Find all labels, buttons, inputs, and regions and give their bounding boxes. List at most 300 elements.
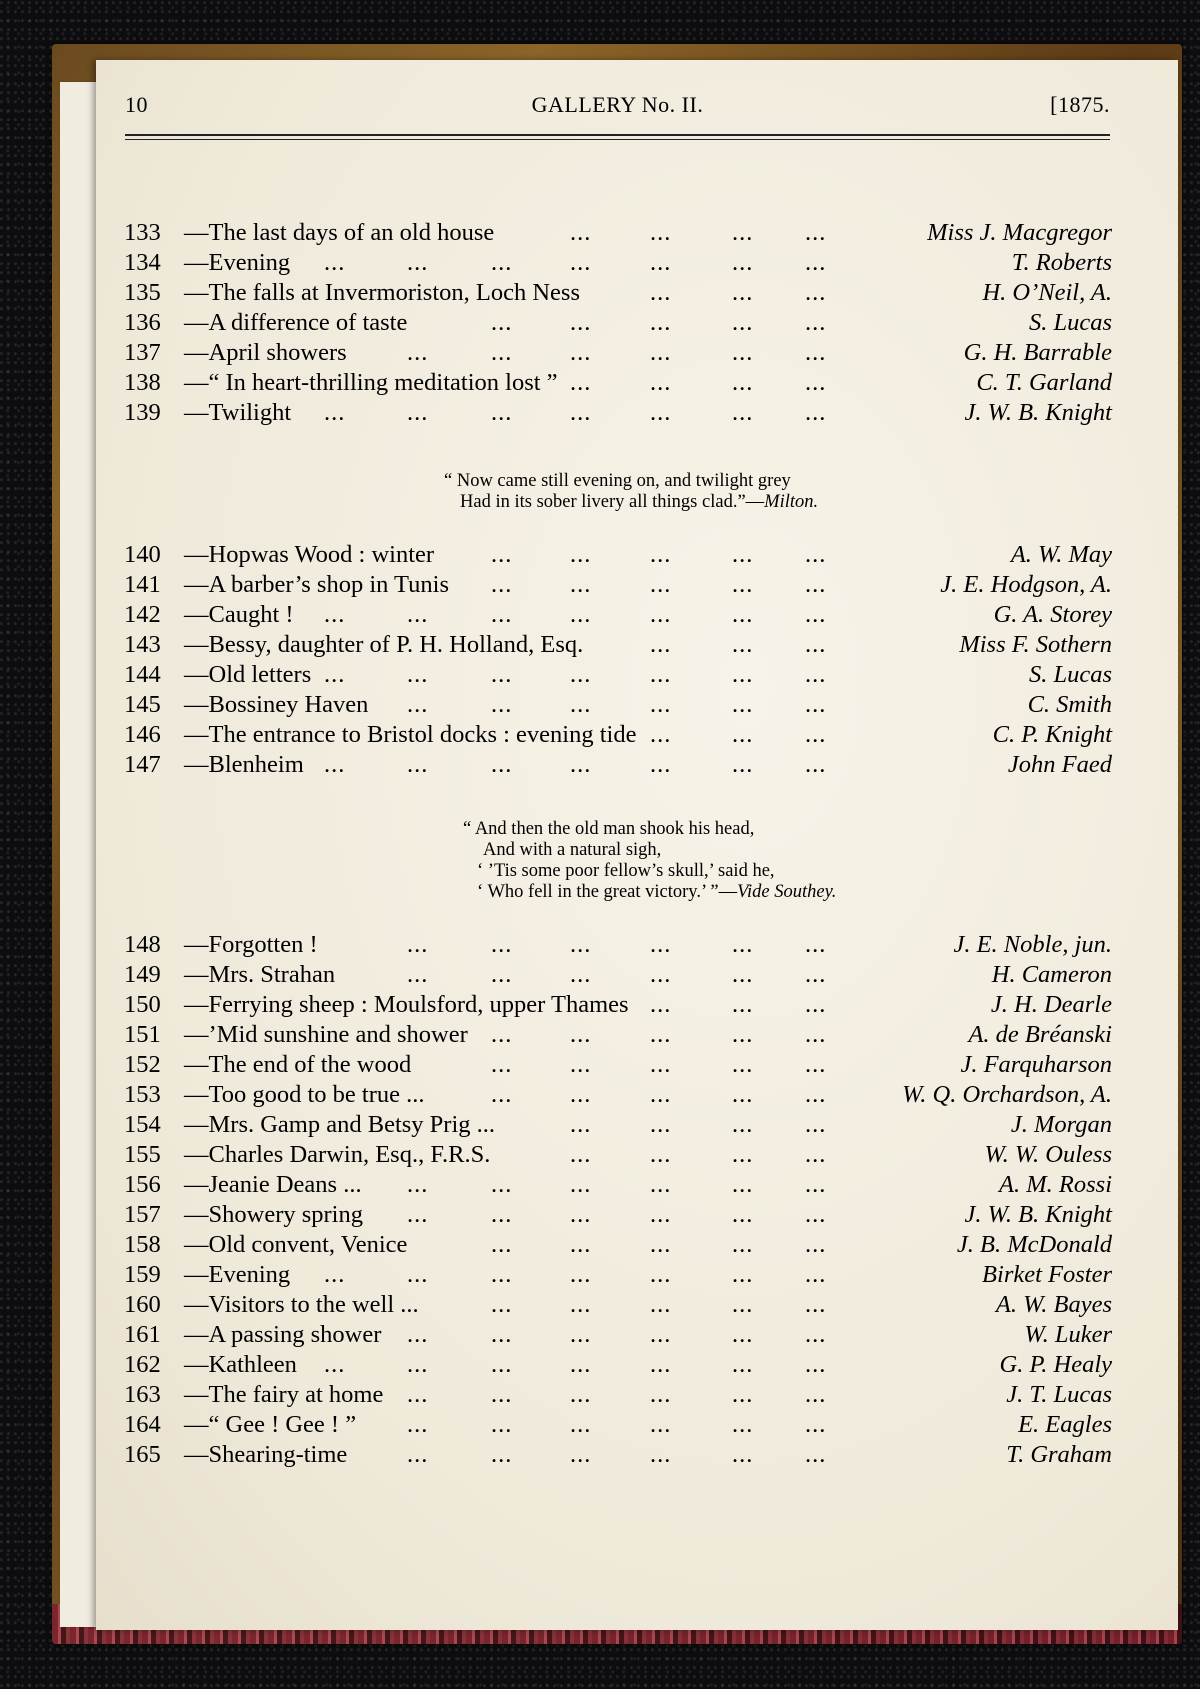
leader-dot: ... [570, 1381, 592, 1408]
entry-number: 152 [124, 1051, 161, 1078]
leader-dot: ... [570, 249, 592, 276]
leader-dot: ... [805, 219, 827, 246]
leader-dot: ... [650, 751, 672, 778]
entry-artist: T. Graham [1006, 1441, 1112, 1468]
catalogue-entry [124, 368, 1112, 398]
epigraph-milton [444, 471, 818, 513]
leader-dot: ... [805, 1321, 827, 1348]
leader-dot: ... [407, 691, 429, 718]
catalogue-entry [124, 930, 1112, 960]
entry-artist: J. W. B. Knight [964, 399, 1112, 426]
catalogue-entry [124, 1020, 1112, 1050]
entry-number: 156 [124, 1171, 161, 1198]
leader-dot: ... [491, 1291, 513, 1318]
leader-dot: ... [732, 1441, 754, 1468]
entry-number: 149 [124, 961, 161, 988]
leader-dot: ... [324, 661, 346, 688]
leader-dot: ... [491, 1411, 513, 1438]
leader-dot: ... [324, 601, 346, 628]
leader-dot: ... [650, 1051, 672, 1078]
entry-number: 143 [124, 631, 161, 658]
entry-list-1 [124, 218, 1112, 428]
leader-dot: ... [570, 1291, 592, 1318]
leader-dot: ... [407, 1381, 429, 1408]
catalogue-entry [124, 1200, 1112, 1230]
leader-dot: ... [570, 1231, 592, 1258]
leader-dot: ... [491, 1351, 513, 1378]
leader-dot: ... [650, 1291, 672, 1318]
entry-title: —Mrs. Strahan [184, 961, 336, 988]
leader-dot: ... [570, 541, 592, 568]
catalogue-entry [124, 1110, 1112, 1140]
leader-dot: ... [805, 1381, 827, 1408]
page-title: GALLERY No. II. [531, 92, 704, 117]
catalogue-entry [124, 1230, 1112, 1260]
entry-artist: John Faed [1007, 751, 1112, 778]
leader-dot: ... [324, 1261, 346, 1288]
leader-dot: ... [650, 369, 672, 396]
leader-dot: ... [732, 661, 754, 688]
running-header [125, 92, 1110, 126]
entry-number: 163 [124, 1381, 161, 1408]
leader-dot: ... [570, 751, 592, 778]
entry-number: 157 [124, 1201, 161, 1228]
catalogue-entry [124, 1050, 1112, 1080]
leader-dot: ... [650, 1411, 672, 1438]
entry-title: —Twilight [184, 399, 292, 426]
entry-artist: C. P. Knight [992, 721, 1112, 748]
leader-dot: ... [805, 1441, 827, 1468]
leader-dot: ... [407, 601, 429, 628]
leader-dot: ... [491, 1261, 513, 1288]
leader-dot: ... [732, 249, 754, 276]
entry-number: 160 [124, 1291, 161, 1318]
catalogue-entry [124, 338, 1112, 368]
entry-number: 139 [124, 399, 161, 426]
leader-dot: ... [491, 661, 513, 688]
leader-dot: ... [570, 961, 592, 988]
leader-dot: ... [732, 1381, 754, 1408]
entry-number: 136 [124, 309, 161, 336]
leader-dot: ... [650, 1081, 672, 1108]
leader-dot: ... [407, 249, 429, 276]
entry-number: 150 [124, 991, 161, 1018]
leader-dot: ... [491, 691, 513, 718]
leader-dot: ... [491, 1201, 513, 1228]
entry-artist: Birket Foster [982, 1261, 1112, 1288]
leader-dot: ... [570, 601, 592, 628]
leader-dot: ... [650, 571, 672, 598]
entry-title: —Old letters [184, 661, 312, 688]
leader-dot: ... [570, 1261, 592, 1288]
leader-dot: ... [732, 219, 754, 246]
leader-dot: ... [570, 1171, 592, 1198]
leader-dot: ... [570, 691, 592, 718]
leader-dot: ... [407, 1411, 429, 1438]
entry-title: —“ In heart-thrilling meditation lost ” [184, 369, 558, 396]
quote-line: “ And then the old man shook his head, [463, 819, 755, 839]
leader-dot: ... [805, 309, 827, 336]
entry-artist: G. A. Storey [993, 601, 1112, 628]
entry-number: 165 [124, 1441, 161, 1468]
leader-dot: ... [491, 571, 513, 598]
page-year: [1875. [1050, 92, 1110, 117]
leader-dot: ... [491, 751, 513, 778]
entry-title: —Old convent, Venice [184, 1231, 408, 1258]
leader-dot: ... [805, 931, 827, 958]
leader-dot: ... [650, 1171, 672, 1198]
leader-dot: ... [407, 1351, 429, 1378]
catalogue-entry [124, 690, 1112, 720]
leader-dot: ... [732, 279, 754, 306]
entry-artist: E. Eagles [1018, 1411, 1112, 1438]
entry-number: 134 [124, 249, 161, 276]
leader-dot: ... [805, 399, 827, 426]
entry-artist: A. W. May [1010, 541, 1112, 568]
entry-artist: H. Cameron [991, 961, 1112, 988]
leader-dot: ... [570, 931, 592, 958]
leader-dot: ... [805, 571, 827, 598]
leader-dot: ... [570, 1411, 592, 1438]
quote-attribution: Milton. [764, 492, 819, 512]
catalogue-entry [124, 1140, 1112, 1170]
catalogue-entry [124, 1440, 1112, 1470]
leader-dot: ... [491, 309, 513, 336]
entry-number: 140 [124, 541, 161, 568]
leader-dot: ... [732, 931, 754, 958]
leader-dot: ... [491, 1171, 513, 1198]
leader-dot: ... [570, 399, 592, 426]
leader-dot: ... [805, 691, 827, 718]
leader-dot: ... [805, 1261, 827, 1288]
entry-artist: J. B. McDonald [956, 1231, 1112, 1258]
entry-artist: A. W. Bayes [995, 1291, 1112, 1318]
leader-dot: ... [570, 1201, 592, 1228]
entry-title: —“ Gee ! Gee ! ” [184, 1411, 357, 1438]
leader-dot: ... [570, 1351, 592, 1378]
catalogue-entry [124, 990, 1112, 1020]
entry-number: 158 [124, 1231, 161, 1258]
leader-dot: ... [650, 1231, 672, 1258]
entry-title: —A barber’s shop in Tunis [184, 571, 450, 598]
leader-dot: ... [570, 1321, 592, 1348]
entry-number: 133 [124, 219, 161, 246]
entry-artist: Miss F. Sothern [959, 631, 1112, 658]
leader-dot: ... [805, 991, 827, 1018]
leader-dot: ... [491, 1021, 513, 1048]
entry-list-3 [124, 930, 1112, 1470]
entry-number: 137 [124, 339, 161, 366]
entry-title: —Shearing-time [184, 1441, 348, 1468]
leader-dot: ... [805, 661, 827, 688]
leader-dot: ... [732, 1351, 754, 1378]
leader-dot: ... [805, 721, 827, 748]
leader-dot: ... [805, 1351, 827, 1378]
leader-dot: ... [732, 369, 754, 396]
entry-title: —April showers [184, 339, 347, 366]
entry-number: 151 [124, 1021, 161, 1048]
entry-title: —Blenheim [184, 751, 304, 778]
entry-title: —Too good to be true ... [184, 1081, 425, 1108]
catalogue-entry [124, 750, 1112, 780]
leader-dot: ... [650, 339, 672, 366]
leader-dot: ... [732, 1291, 754, 1318]
entry-title: —Ferrying sheep : Moulsford, upper Thames [184, 991, 629, 1018]
leader-dot: ... [570, 309, 592, 336]
leader-dot: ... [650, 1261, 672, 1288]
quote-line: ‘ ’Tis some poor fellow’s skull,’ said he, [477, 861, 775, 881]
entry-title: —Evening [184, 1261, 291, 1288]
leader-dot: ... [732, 1081, 754, 1108]
leader-dot: ... [491, 249, 513, 276]
entry-number: 147 [124, 751, 161, 778]
leader-dot: ... [732, 309, 754, 336]
leader-dot: ... [805, 1201, 827, 1228]
catalogue-entry [124, 248, 1112, 278]
leader-dot: ... [732, 399, 754, 426]
entry-artist: C. Smith [1027, 691, 1112, 718]
entry-title: —Hopwas Wood : winter [184, 541, 435, 568]
catalogue-entry [124, 1080, 1112, 1110]
entry-number: 155 [124, 1141, 161, 1168]
entry-title: —The last days of an old house [184, 219, 495, 246]
leader-dot: ... [491, 1381, 513, 1408]
entry-title: —Visitors to the well ... [184, 1291, 419, 1318]
leader-dot: ... [324, 1351, 346, 1378]
entry-title: —Mrs. Gamp and Betsy Prig ... [184, 1111, 495, 1138]
leader-dot: ... [491, 399, 513, 426]
entry-number: 148 [124, 931, 161, 958]
leader-dot: ... [805, 751, 827, 778]
entry-artist: H. O’Neil, A. [982, 279, 1112, 306]
leader-dot: ... [570, 219, 592, 246]
catalogue-entry [124, 1290, 1112, 1320]
catalogue-entry [124, 1410, 1112, 1440]
leader-dot: ... [732, 541, 754, 568]
entry-title: —Showery spring [184, 1201, 363, 1228]
entry-list-2 [124, 540, 1112, 780]
entry-title: —The entrance to Bristol docks : evening tide [184, 721, 637, 748]
leader-dot: ... [732, 631, 754, 658]
entry-title: —Forgotten ! [184, 931, 318, 958]
leader-dot: ... [570, 1051, 592, 1078]
leader-dot: ... [732, 339, 754, 366]
catalogue-entry [124, 1380, 1112, 1410]
leader-dot: ... [650, 541, 672, 568]
leader-dot: ... [650, 691, 672, 718]
leader-dot: ... [491, 1231, 513, 1258]
leader-dot: ... [805, 1141, 827, 1168]
leader-dot: ... [732, 691, 754, 718]
leader-dot: ... [805, 1081, 827, 1108]
leader-dot: ... [491, 961, 513, 988]
entry-artist: G. P. Healy [999, 1351, 1112, 1378]
catalogue-entry [124, 630, 1112, 660]
entry-title: —The fairy at home [184, 1381, 384, 1408]
entry-number: 159 [124, 1261, 161, 1288]
entry-artist: S. Lucas [1028, 661, 1112, 688]
entry-number: 145 [124, 691, 161, 718]
entry-artist: Miss J. Macgregor [927, 219, 1112, 246]
leader-dot: ... [732, 1321, 754, 1348]
leader-dot: ... [570, 1081, 592, 1108]
quote-attribution: Vide Southey. [737, 882, 837, 902]
leader-dot: ... [732, 1171, 754, 1198]
entry-artist: W. Luker [1024, 1321, 1112, 1348]
leader-dot: ... [570, 1021, 592, 1048]
entry-title: —Bossiney Haven [184, 691, 369, 718]
leader-dot: ... [805, 279, 827, 306]
catalogue-entry [124, 1260, 1112, 1290]
epigraph-southey [463, 819, 836, 903]
header-rule [125, 134, 1110, 136]
leader-dot: ... [732, 961, 754, 988]
catalogue-entry [124, 540, 1112, 570]
leader-dot: ... [324, 249, 346, 276]
entry-number: 135 [124, 279, 161, 306]
entry-number: 164 [124, 1411, 161, 1438]
leader-dot: ... [570, 1441, 592, 1468]
leader-dot: ... [407, 1171, 429, 1198]
leader-dot: ... [491, 601, 513, 628]
leader-dot: ... [805, 1231, 827, 1258]
catalogue-entry [124, 720, 1112, 750]
catalogue-entry [124, 398, 1112, 428]
leader-dot: ... [805, 1051, 827, 1078]
catalogue-entry [124, 570, 1112, 600]
entry-title: —’Mid sunshine and shower [184, 1021, 468, 1048]
entry-title: —Caught ! [184, 601, 294, 628]
leader-dot: ... [491, 1081, 513, 1108]
leader-dot: ... [805, 249, 827, 276]
entry-number: 142 [124, 601, 161, 628]
leader-dot: ... [732, 1231, 754, 1258]
entry-title: —Evening [184, 249, 291, 276]
entry-title: —A difference of taste [184, 309, 408, 336]
leader-dot: ... [732, 1021, 754, 1048]
leader-dot: ... [650, 991, 672, 1018]
leader-dot: ... [805, 1411, 827, 1438]
leader-dot: ... [407, 1261, 429, 1288]
catalogue-entry [124, 308, 1112, 338]
catalogue-entry [124, 660, 1112, 690]
leader-dot: ... [805, 369, 827, 396]
leader-dot: ... [570, 369, 592, 396]
leader-dot: ... [805, 1171, 827, 1198]
catalogue-entry [124, 1350, 1112, 1380]
entry-artist: J. Morgan [1010, 1111, 1112, 1138]
leader-dot: ... [650, 1321, 672, 1348]
leader-dot: ... [650, 931, 672, 958]
leader-dot: ... [650, 399, 672, 426]
leader-dot: ... [407, 1441, 429, 1468]
leader-dot: ... [650, 1021, 672, 1048]
leader-dot: ... [407, 1201, 429, 1228]
leader-dot: ... [407, 931, 429, 958]
leader-dot: ... [732, 1261, 754, 1288]
entry-artist: J. H. Dearle [990, 991, 1112, 1018]
catalogue-entry [124, 1170, 1112, 1200]
leader-dot: ... [324, 399, 346, 426]
leader-dot: ... [570, 1111, 592, 1138]
leader-dot: ... [491, 339, 513, 366]
leader-dot: ... [650, 1441, 672, 1468]
header-rule-thin [125, 139, 1110, 140]
leader-dot: ... [732, 991, 754, 1018]
leader-dot: ... [650, 1201, 672, 1228]
leader-dot: ... [491, 1321, 513, 1348]
catalogue-entry [124, 1320, 1112, 1350]
entry-number: 146 [124, 721, 161, 748]
leader-dot: ... [570, 1141, 592, 1168]
leader-dot: ... [650, 279, 672, 306]
entry-title: —The falls at Invermoriston, Loch Ness [184, 279, 580, 306]
entry-artist: A. de Bréanski [968, 1021, 1112, 1048]
leader-dot: ... [407, 661, 429, 688]
entry-artist: W. W. Ouless [984, 1141, 1112, 1168]
leader-dot: ... [732, 1411, 754, 1438]
entry-number: 138 [124, 369, 161, 396]
leader-dot: ... [805, 961, 827, 988]
leader-dot: ... [650, 1111, 672, 1138]
entry-artist: W. Q. Orchardson, A. [902, 1081, 1112, 1108]
leader-dot: ... [650, 661, 672, 688]
entry-number: 141 [124, 571, 161, 598]
leader-dot: ... [570, 339, 592, 366]
quote-line-with-attribution: Had in its sober livery all things clad.”—Milton. [460, 492, 819, 512]
entry-title: —Bessy, daughter of P. H. Holland, Esq. [184, 631, 584, 658]
entry-number: 153 [124, 1081, 161, 1108]
entry-number: 144 [124, 661, 161, 688]
leader-dot: ... [570, 571, 592, 598]
leader-dot: ... [407, 399, 429, 426]
leader-dot: ... [732, 601, 754, 628]
leader-dot: ... [650, 721, 672, 748]
leader-dot: ... [650, 631, 672, 658]
entry-artist: S. Lucas [1028, 309, 1112, 336]
entry-artist: J. Farquharson [960, 1051, 1112, 1078]
leader-dot: ... [732, 1051, 754, 1078]
entry-title: —The end of the wood [184, 1051, 412, 1078]
entry-artist: J. E. Noble, jun. [953, 931, 1112, 958]
leader-dot: ... [805, 1291, 827, 1318]
entry-title: —Charles Darwin, Esq., F.R.S. [184, 1141, 491, 1168]
quote-line: And with a natural sigh, [483, 840, 662, 860]
entry-title: —A passing shower [184, 1321, 382, 1348]
catalogue-entry [124, 218, 1112, 248]
entry-number: 161 [124, 1321, 161, 1348]
leader-dot: ... [805, 601, 827, 628]
leader-dot: ... [732, 1111, 754, 1138]
leader-dot: ... [732, 571, 754, 598]
leader-dot: ... [805, 541, 827, 568]
leader-dot: ... [650, 1381, 672, 1408]
leader-dot: ... [407, 1321, 429, 1348]
entry-artist: J. W. B. Knight [964, 1201, 1112, 1228]
leader-dot: ... [650, 961, 672, 988]
leader-dot: ... [805, 339, 827, 366]
leader-dot: ... [732, 721, 754, 748]
entry-artist: A. M. Rossi [999, 1171, 1112, 1198]
leader-dot: ... [407, 961, 429, 988]
entry-artist: J. E. Hodgson, A. [940, 571, 1112, 598]
entry-artist: J. T. Lucas [1006, 1381, 1112, 1408]
entry-artist: T. Roberts [1011, 249, 1112, 276]
entry-artist: C. T. Garland [976, 369, 1112, 396]
leader-dot: ... [732, 751, 754, 778]
entry-number: 162 [124, 1351, 161, 1378]
leader-dot: ... [650, 219, 672, 246]
